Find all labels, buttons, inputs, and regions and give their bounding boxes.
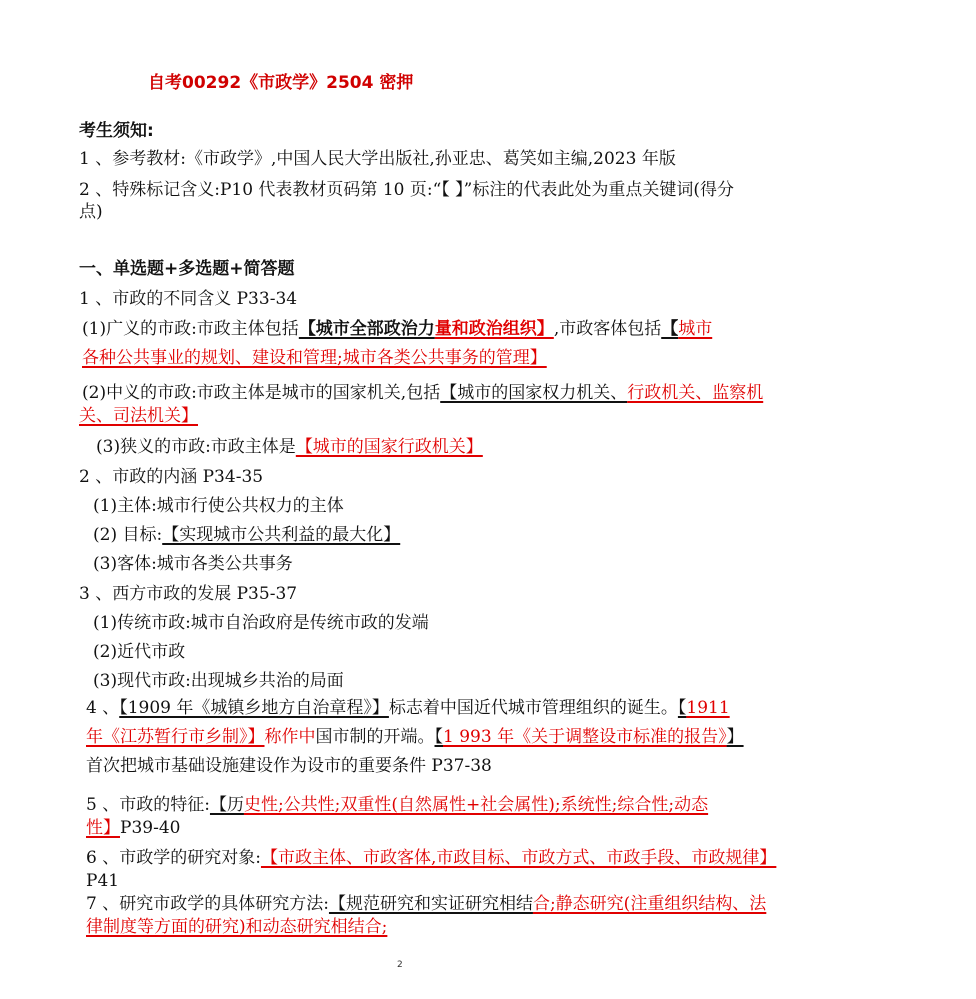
q4-mid-2: 国市制的开端。 [315, 727, 435, 747]
q1-title: 1 、市政的不同含义 P33-34 [79, 289, 298, 309]
q1-broad-line-2: 各种公共事业的规划、建设和管理;城市各类公共事务的管理】 [82, 348, 547, 368]
q3-modern-early: (2)近代市政 [93, 642, 186, 662]
q1-middle-line-1 [82, 382, 763, 404]
q5-line-1 [86, 794, 708, 816]
q7-line-2: 律制度等方面的研究)和动态研究相结合; [86, 917, 388, 937]
q6-page: P41 [86, 871, 120, 891]
q2-goal [93, 524, 400, 546]
q2-goal-key: 【实现城市公共利益的最大化】 [162, 525, 401, 545]
notice-heading: 考生须知: [79, 121, 154, 141]
q4-key-3a: 【 [434, 727, 443, 747]
q5-line-2 [86, 817, 180, 839]
q4-key-2c: 年《江苏暂行市乡制》】 [86, 727, 265, 747]
q5-key-2: 史性;公共性;双重性(自然属性+社会属性);系统性;综合性;动态 [243, 795, 709, 815]
q2-goal-pre: (2) 目标: [93, 525, 163, 545]
q1-narrow-key: 【城市的国家行政机关】 [295, 437, 483, 457]
q5-pre: 5 、市政的特征: [86, 795, 210, 815]
notice-line-2-cont: 点) [79, 202, 103, 222]
q3-title: 3 、西方市政的发展 P35-37 [79, 584, 298, 604]
q4-mid-1: 称作中 [264, 727, 316, 747]
q3-modern: (3)现代市政:出现城乡共治的局面 [93, 671, 344, 691]
q1-broad-key-2: 量和政治组织】 [434, 319, 554, 339]
q1-middle-key-2: 行政机关、监察机 [627, 383, 764, 403]
q4-key-2b: 1911 [686, 698, 730, 718]
q4-line-2 [86, 726, 744, 748]
document-title: 自考00292《市政学》2504 密押 [148, 73, 414, 93]
q3-traditional: (1)传统市政:城市自治政府是传统市政的发端 [93, 613, 429, 633]
q4-mid: 标志着中国近代城市管理组织的诞生。 [388, 698, 678, 718]
q1-broad-key-1: 【城市全部政治力 [298, 319, 435, 339]
q4-num: 4 、 [86, 698, 120, 718]
q2-subject: (1)主体:城市行使公共权力的主体 [93, 496, 344, 516]
q1-narrow-pre: (3)狭义的市政:市政主体是 [96, 437, 296, 457]
section-heading: 一、单选题+多选题+简答题 [79, 259, 295, 279]
q4-key-3b: 1 993 年《关于调整设市标准的报告》 [443, 727, 727, 747]
q6-key: 【市政主体、市政客体,市政目标、市政方式、市政手段、市政规律】 [260, 848, 777, 868]
q2-title: 2 、市政的内涵 P34-35 [79, 467, 264, 487]
q5-page: P39-40 [120, 818, 181, 838]
q1-middle-pre: (2)中义的市政:市政主体是城市的国家机关,包括 [82, 383, 441, 403]
q1-broad-mid: ,市政客体包括 [553, 319, 662, 339]
page-number: 2 [397, 960, 403, 970]
q7-pre: 7 、研究市政学的具体研究方法: [86, 894, 329, 914]
q6-pre: 6 、市政学的研究对象: [86, 848, 261, 868]
q1-middle-key-1: 【城市的国家权力机关、 [440, 383, 628, 403]
q1-middle-line-2: 关、司法机关】 [79, 406, 198, 426]
q7-line-1 [86, 893, 766, 915]
q4-line-1 [86, 697, 730, 719]
q5-key-3: 性】 [86, 818, 120, 838]
q4-key-2a: 【 [677, 698, 687, 718]
notice-line-1: 1 、参考教材:《市政学》,中国人民大学出版社,孙亚忠、葛笑如主编,2023 年版 [79, 149, 676, 169]
q1-broad-pre: (1)广义的市政:市政主体包括 [82, 319, 299, 339]
notice-line-2: 2 、特殊标记含义:P10 代表教材页码第 10 页:“【 】”标注的代表此处为重点关键词(得分 [79, 180, 735, 200]
q2-object: (3)客体:城市各类公共事务 [93, 554, 293, 574]
q4-line-3: 首次把城市基础设施建设作为设市的重要条件 P37-38 [86, 756, 492, 776]
q1-broad-line-1 [82, 318, 712, 340]
q7-key-2: 合;静态研究(注重组织结构、法 [532, 894, 767, 914]
q1-broad-key-3a: 【 [661, 319, 679, 339]
q1-broad-key-3b: 城市 [678, 319, 713, 339]
q5-key-1: 【历 [209, 795, 244, 815]
q6-line-1 [86, 847, 776, 869]
q4-key-3c: 】 [726, 727, 744, 747]
q4-key-1: 【1909 年《城镇乡地方自治章程》】 [119, 698, 389, 718]
q7-key-1: 【规范研究和实证研究相结 [328, 894, 533, 914]
q1-narrow [96, 436, 483, 458]
